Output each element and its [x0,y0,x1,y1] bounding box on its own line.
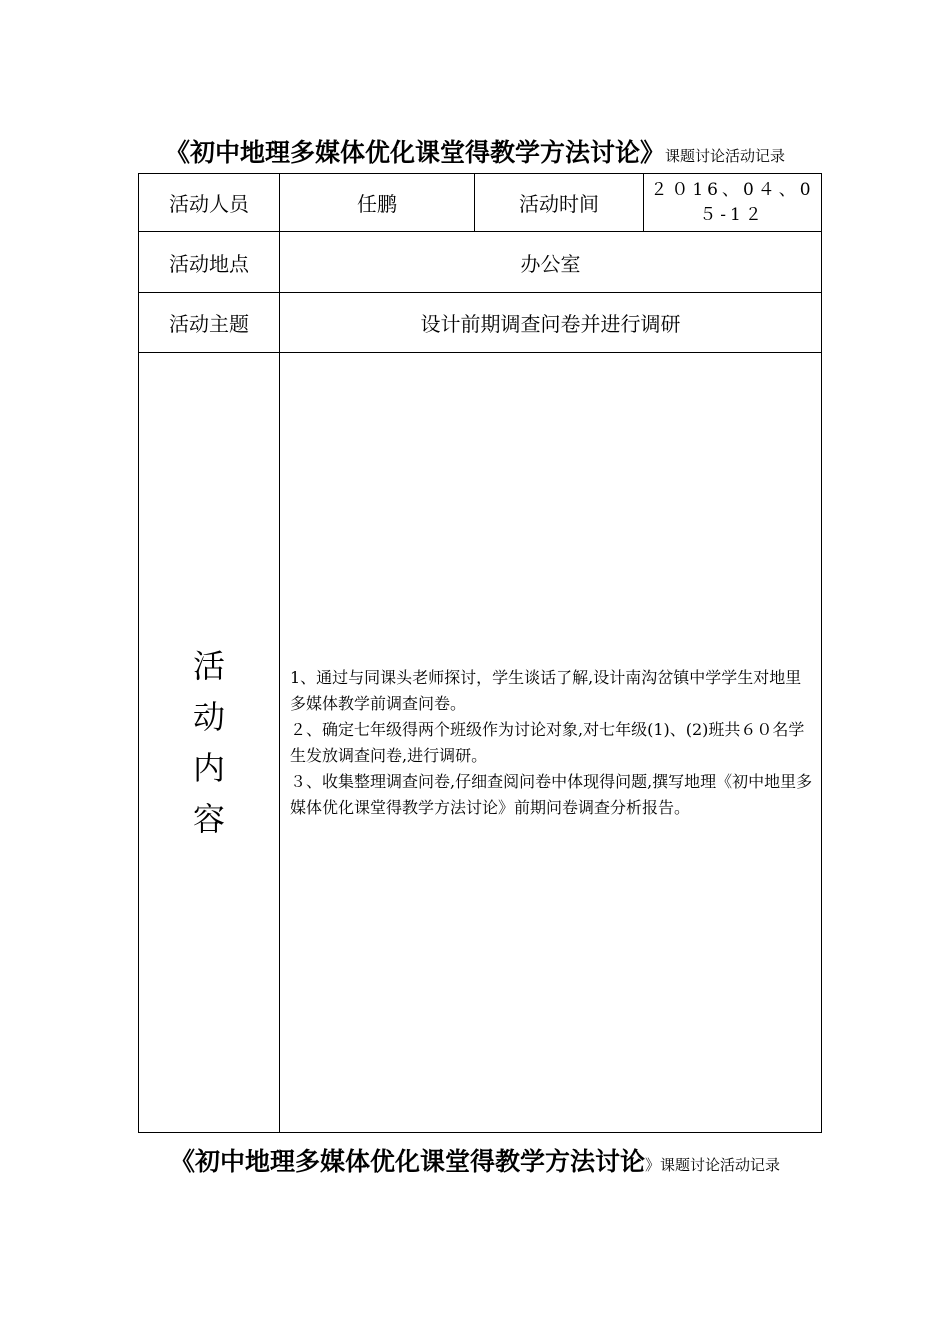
content-paragraph-3: ３、收集整理调查问卷,仔细查阅问卷中体现得问题,撰写地理《初中地里多媒体优化课堂得教学方法讨论》前期问卷调查分析报告。 [290,771,813,817]
theme-value: 设计前期调查问卷并进行调研 [280,293,822,353]
footer-title-main: 《初中地理多媒体优化课堂得教学方法讨论 [169,1147,645,1176]
members-row [139,174,822,232]
content-label-char: 容 [192,799,225,838]
content-paragraph-2: ２、确定七年级得两个班级作为讨论对象,对七年级(1)、(2)班共６０名学生发放调查问卷,进行调研。 [290,719,805,765]
content-row [139,353,822,1133]
content-paragraph-1: 1、通过与同课头老师探讨，学生谈话了解,设计南沟岔镇中学学生对地里多媒体教学前调查问卷。 [290,667,802,713]
location-row [139,232,822,293]
footer-title [0,1142,950,1178]
content-label-char: 动 [192,697,225,736]
members-label: 活动人员 [139,174,280,232]
theme-label: 活动主题 [139,293,280,353]
content-label-char: 活 [192,646,225,685]
content-label-char: 内 [192,748,225,787]
time-label: 活动时间 [475,174,644,232]
content-body [280,353,822,1133]
activity-record-table [138,173,822,1133]
document-title-suffix: 课题讨论活动记录 [665,147,786,165]
members-value: 任鹏 [280,174,475,232]
footer-title-suffix: 》课题讨论活动记录 [645,1156,781,1174]
document-title-main: 《初中地理多媒体优化课堂得教学方法讨论》 [164,138,665,167]
location-value: 办公室 [280,232,822,293]
time-value: ２０16、0４、0５-1２ [644,174,822,232]
document-title [0,133,950,169]
location-label: 活动地点 [139,232,280,293]
content-label [139,353,280,1133]
theme-row [139,293,822,353]
